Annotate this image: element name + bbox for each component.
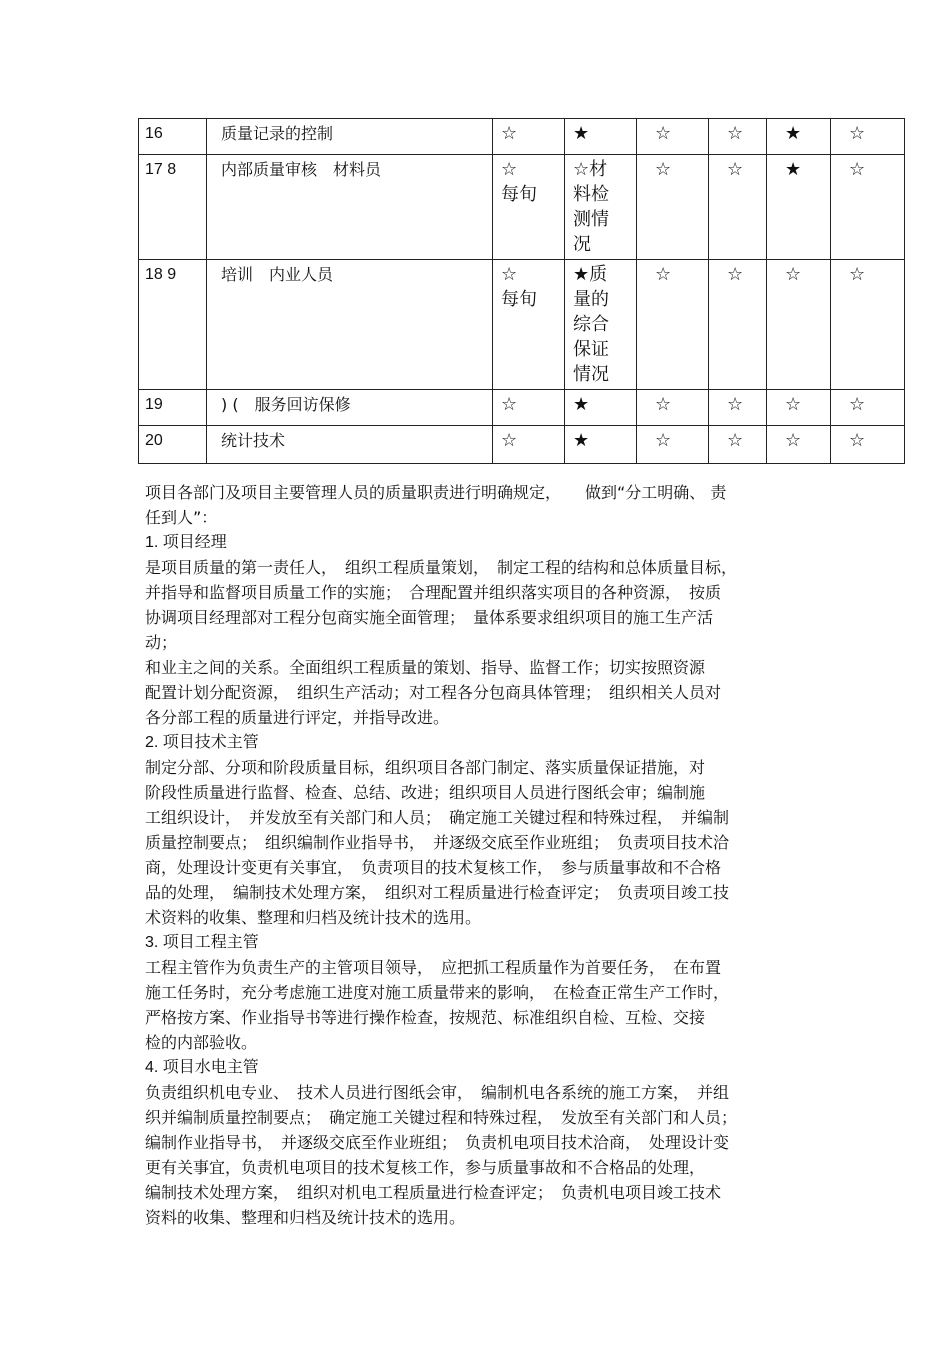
item-name-cell: ) ( 服务回访保修 <box>207 390 493 426</box>
item-name-cell: 培训 内业人员 <box>207 260 493 390</box>
rating-cell-6: ☆ <box>767 390 831 426</box>
row-number-cell: 18 9 <box>139 260 207 390</box>
paragraph-line: 任到人”： <box>145 508 218 527</box>
rating-cell-7: ☆ <box>831 426 905 464</box>
paragraph-line: 制定分部、分项和阶段质量目标，组织项目各部门制定、落实质量保证措施，对 <box>145 758 706 777</box>
rating-cell-3: ★ <box>565 119 637 155</box>
rating-cell-4: ☆ <box>637 155 709 260</box>
rating-cell-7: ☆ <box>831 260 905 390</box>
section-heading: 2. 项目技术主管 <box>145 734 259 751</box>
rating-cell-2: ☆ <box>493 119 565 155</box>
body-text <box>145 480 815 1230</box>
row-number-cell: 19 <box>139 390 207 426</box>
rating-cell-3: ★ <box>565 426 637 464</box>
table-row <box>139 260 905 390</box>
paragraph-line: 编制作业指导书， 并逐级交底至作业班组； 负责机电项目技术洽商， 处理设计变 <box>145 1133 730 1152</box>
rating-cell-6: ★ <box>767 155 831 260</box>
paragraph-line: 严格按方案、作业指导书等进行操作检查，按规范、标准组织自检、互检、交接 <box>145 1008 706 1027</box>
paragraph-line: 负责组织机电专业、 技术人员进行图纸会审， 编制机电各系统的施工方案， 并组 <box>145 1083 730 1102</box>
rating-cell-5: ☆ <box>709 260 767 390</box>
table-row <box>139 426 905 464</box>
row-number-cell: 16 <box>139 119 207 155</box>
paragraph-line: 品的处理， 编制技术处理方案， 组织对工程质量进行检查评定； 负责项目竣工技 <box>145 883 730 902</box>
section-heading: 4. 项目水电主管 <box>145 1059 259 1076</box>
paragraph-line: 术资料的收集、整理和归档及统计技术的选用。 <box>145 908 482 927</box>
row-number-cell: 20 <box>139 426 207 464</box>
rating-cell-2: ☆ <box>493 426 565 464</box>
rating-cell-4: ☆ <box>637 426 709 464</box>
rating-cell-4: ☆ <box>637 260 709 390</box>
rating-cell-5: ☆ <box>709 390 767 426</box>
rating-cell-2: ☆ <box>493 390 565 426</box>
rating-cell-2: ☆ 每旬 <box>493 260 565 390</box>
table-row <box>139 390 905 426</box>
rating-cell-3: ★质 量的 综合 保证 情况 <box>565 260 637 390</box>
rating-cell-5: ☆ <box>709 426 767 464</box>
rating-cell-3: ☆材 料检 测情 况 <box>565 155 637 260</box>
paragraph-line: 动； <box>145 633 178 652</box>
paragraph-line: 是项目质量的第一责任人， 组织工程质量策划， 制定工程的结构和总体质量目标， <box>145 558 738 577</box>
rating-cell-7: ☆ <box>831 155 905 260</box>
rating-cell-6: ★ <box>767 119 831 155</box>
table-body <box>139 119 905 464</box>
rating-cell-6: ☆ <box>767 426 831 464</box>
paragraph-line: 商，处理设计变更有关事宜， 负责项目的技术复核工作， 参与质量事故和不合格 <box>145 858 722 877</box>
rating-cell-5: ☆ <box>709 119 767 155</box>
item-name-cell: 统计技术 <box>207 426 493 464</box>
paragraph-line: 更有关事宜，负责机电项目的技术复核工作，参与质量事故和不合格品的处理， <box>145 1158 706 1177</box>
paragraph-line: 和业主之间的关系。全面组织工程质量的策划、指导、监督工作；切实按照资源 <box>145 658 706 677</box>
row-number-cell: 17 8 <box>139 155 207 260</box>
item-name-cell: 质量记录的控制 <box>207 119 493 155</box>
paragraph-line: 阶段性质量进行监督、检查、总结、改进；组织项目人员进行图纸会审；编制施 <box>145 783 706 802</box>
paragraph-line: 资料的收集、整理和归档及统计技术的选用。 <box>145 1208 466 1227</box>
paragraph-line: 工组织设计， 并发放至有关部门和人员； 确定施工关键过程和特殊过程， 并编制 <box>145 808 730 827</box>
rating-cell-2: ☆ 每旬 <box>493 155 565 260</box>
quality-responsibility-table <box>138 118 905 464</box>
paragraph-line: 项目各部门及项目主要管理人员的质量职责进行明确规定， 做到“分工明确、 责 <box>145 483 727 502</box>
paragraph-line: 施工任务时，充分考虑施工进度对施工质量带来的影响， 在检查正常生产工作时， <box>145 983 730 1002</box>
rating-cell-4: ☆ <box>637 119 709 155</box>
rating-cell-4: ☆ <box>637 390 709 426</box>
rating-cell-5: ☆ <box>709 155 767 260</box>
table-row <box>139 155 905 260</box>
paragraph-line: 并指导和监督项目质量工作的实施； 合理配置并组织落实项目的各种资源， 按质 <box>145 583 722 602</box>
paragraph-line: 配置计划分配资源， 组织生产活动；对工程各分包商具体管理； 组织相关人员对 <box>145 683 722 702</box>
paragraph-line: 质量控制要点； 组织编制作业指导书， 并逐级交底至作业班组； 负责项目技术洽 <box>145 833 730 852</box>
paragraph-line: 协调项目经理部对工程分包商实施全面管理； 量体系要求组织项目的施工生产活 <box>145 608 714 627</box>
rating-cell-6: ☆ <box>767 260 831 390</box>
paragraph-line: 工程主管作为负责生产的主管项目领导， 应把抓工程质量作为首要任务， 在布置 <box>145 958 722 977</box>
section-heading: 1. 项目经理 <box>145 534 227 551</box>
paragraph-line: 编制技术处理方案， 组织对机电工程质量进行检查评定； 负责机电项目竣工技术 <box>145 1183 722 1202</box>
paragraph-line: 织并编制质量控制要点； 确定施工关键过程和特殊过程， 发放至有关部门和人员； <box>145 1108 738 1127</box>
rating-cell-7: ☆ <box>831 119 905 155</box>
paragraph-line: 检的内部验收。 <box>145 1033 258 1052</box>
item-name-cell: 内部质量审核 材料员 <box>207 155 493 260</box>
rating-cell-7: ☆ <box>831 390 905 426</box>
paragraph-line: 各分部工程的质量进行评定，并指导改进。 <box>145 708 450 727</box>
rating-cell-3: ★ <box>565 390 637 426</box>
section-heading: 3. 项目工程主管 <box>145 934 259 951</box>
table-row <box>139 119 905 155</box>
